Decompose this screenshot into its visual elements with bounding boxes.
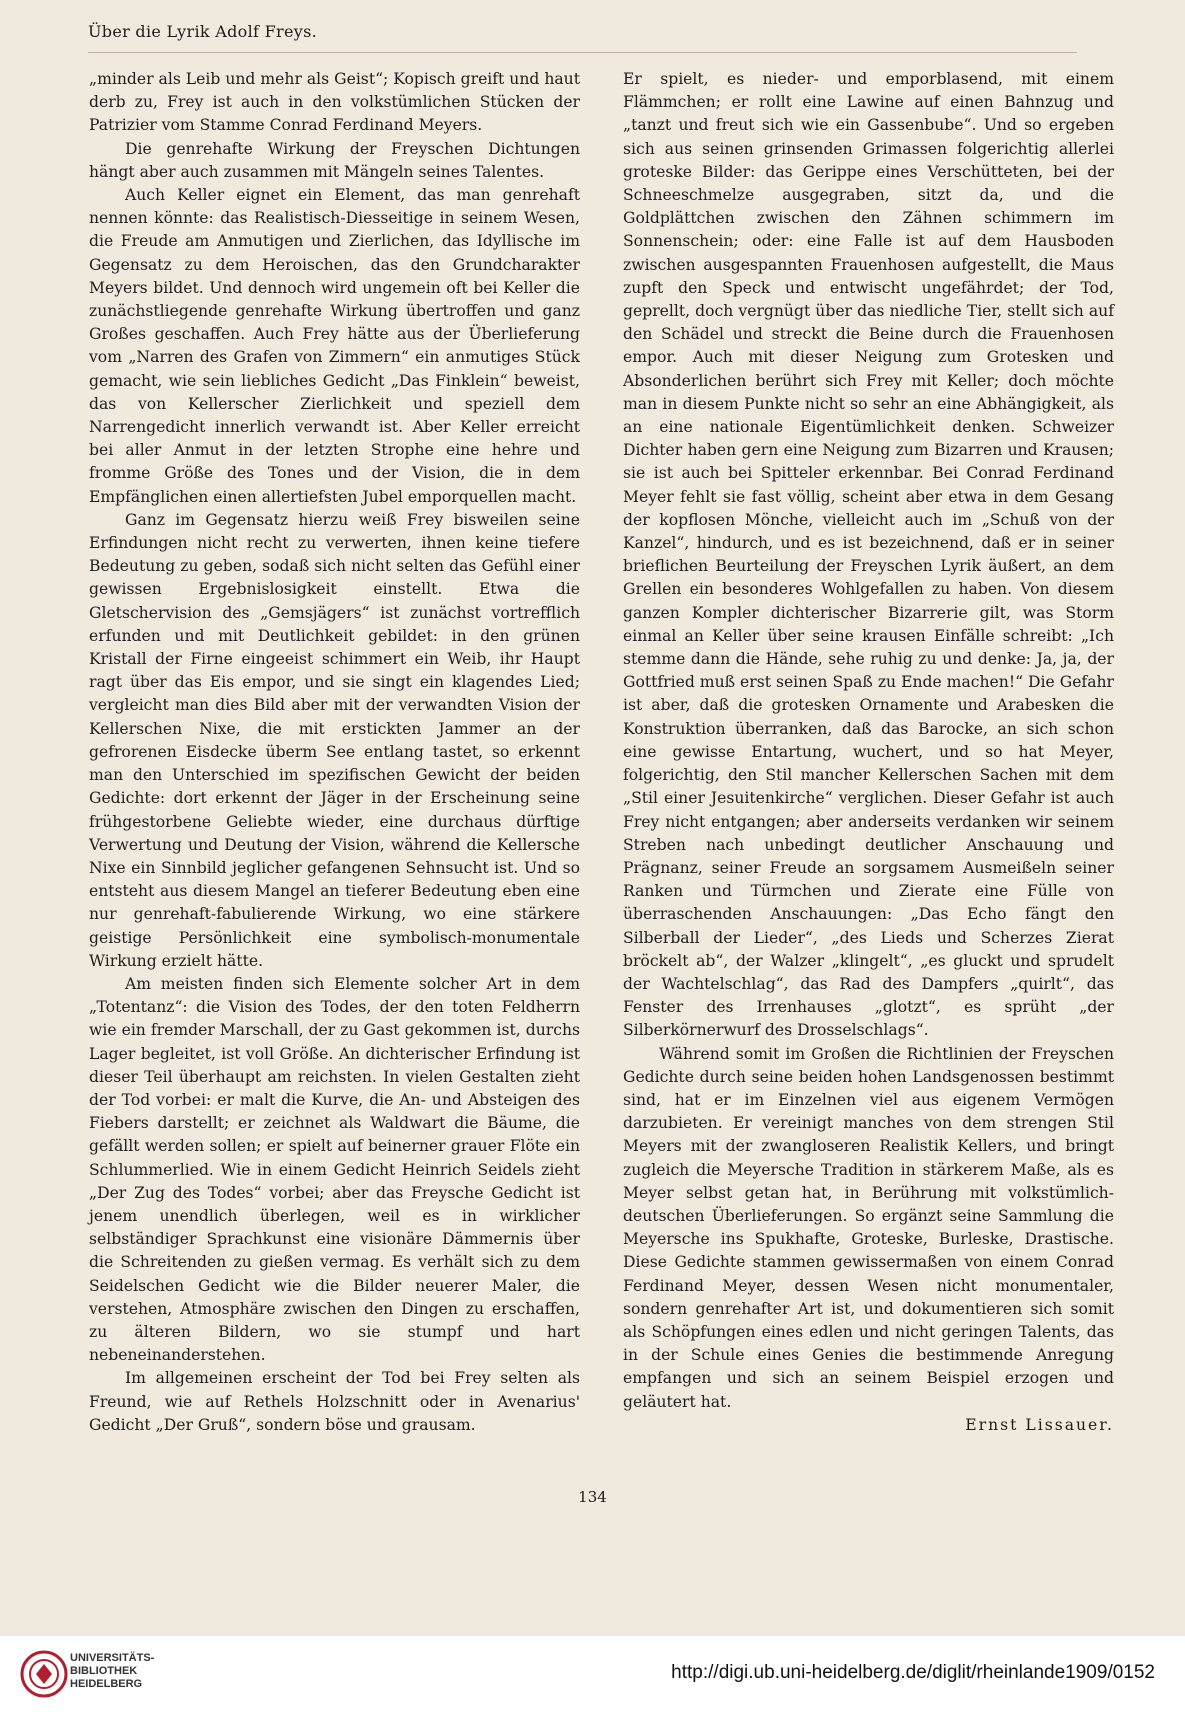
- page-number: 134: [578, 1488, 607, 1506]
- right-column: [623, 68, 1114, 1437]
- paragraph: Während somit im Großen die Richtlinien der Freyschen Gedichte durch seine beiden hohen Landsgenossen bestimmt sind, hat er im Einzelnen viel aus eigenem Vermögen darzubieten. Er vereinigt manches von dem strengen Stil Meyers mit der zwangloseren Realistik Kellers, und bringt zugleich die Meyersche Tradition in stärkerem Maße, als es Meyer selbst getan hat, in Berührung mit volkstümlich-deutschen Überlieferungen. So ergänzt seine Sammlung die Meyersche ins Spukhafte, Groteske, Burleske, Drastische. Diese Gedichte stammen gewissermaßen von einem Conrad Ferdinand Meyer, dessen Wesen nicht monumentaler, sondern genrehafter Art ist, und dokumentieren sich somit als Schöpfungen eines edlen und nicht geringen Talents, das in der Schule eines Genies die bestimmende Anregung empfangen und sich an seinem Beispiel erzogen und geläutert hat.: [623, 1044, 1114, 1411]
- paragraph: Im allgemeinen erscheint der Tod bei Frey selten als Freund, wie auf Rethels Holzschnitt oder in Avenarius' Gedicht „Der Gruß“, sondern böse und grausam.: [89, 1369, 580, 1434]
- paragraph: Die genrehafte Wirkung der Freyschen Dichtungen hängt aber auch zusammen mit Mängeln seines Talentes.: [89, 139, 580, 181]
- paragraph: Ganz im Gegensatz hierzu weiß Frey bisweilen seine Erfindungen nicht recht zu verwerten, ihnen keine tiefere Bedeutung zu geben, sodaß sich nicht selten das Gefühl einer gewissen Ergebnislosigkeit einstellt. Etwa die Gletschervision des „Gemsjägers“ ist zunächst vortrefflich erfunden und mit Deutlichkeit gebildet: in den grünen Kristall der Firne eingeeist schimmert ein Weib, ihr Haupt ragt über das Eis empor, und sie singt ein klagendes Lied; vergleicht man dies Bild aber mit der verwandten Vision der Kellerschen Nixe, die mit erstickten Jammer an der gefrorenen Eisdecke überm See entlang tastet, so erkennt man den Unterschied im spezifischen Gewicht der beiden Gedichte: dort erkennt der Jäger in der Erscheinung seine frühgestorbene Geliebte wieder, eine durchaus dürftige Verwertung und Deutung der Vision, während die Kellersche Nixe ein Sinnbild jeglicher gefangenen Sehnsucht ist. Und so entsteht aus diesem Mangel an tieferer Bedeutung eben eine nur genrehaft-fabulierende Wirkung, wo eine stärkere geistige Persönlichkeit eine symbolisch-monumentale Wirkung erzielt hätte.: [89, 510, 580, 970]
- paragraph: Am meisten finden sich Elemente solcher Art in dem „Totentanz“: die Vision des Todes, der den toten Feldherrn wie ein fremder Marschall, der zu Gast gekommen ist, durchs Lager begleitet, ist voll Größe. An dichterischer Erfindung ist dieser Teil überhaupt am reichsten. In vielen Gestalten zieht der Tod vorbei: er malt die Kurve, die An- und Absteigen des Fiebers darstellt; er zeichnet als Waldwart die Bäume, die gefällt werden sollen; er spielt auf beinerner grauer Flöte ein Schlummerlied. Wie in einem Gedicht Heinrich Seidels zieht „Der Zug des Todes“ vorbei; aber das Freysche Gedicht ist jenem unendlich überlegen, weil es in wirklicher selbständiger Sprachkunst eine visionäre Dämmernis über die Schreitenden zu gießen vermag. Es verhält sich zu dem Seidelschen Gedicht wie die Bilder neuerer Maler, die verstehen, Atmosphäre zwischen den Dingen zu erschaffen, zu älteren Bildern, wo sie stumpf und hart nebeneinanderstehen.: [89, 974, 580, 1365]
- running-title: Über die Lyrik Adolf Freys.: [88, 22, 317, 41]
- source-url[interactable]: http://digi.ub.uni-heidelberg.de/diglit/rheinlande1909/0152: [671, 1662, 1155, 1683]
- paragraph: Auch Keller eignet ein Element, das man genrehaft nennen könnte: das Realistisch-Diesseitige in seinem Wesen, die Freude am Anmutigen und Zierlichen, das Idyllische im Gegensatz zu dem Heroischen, das den Grundcharakter Meyers bildet. Und dennoch wird ungemein oft bei Keller die zunächstliegende genrehafte Wirkung übertroffen und ganz Großes geschaffen. Auch Frey hätte aus der Überlieferung vom „Narren des Grafen von Zimmern“ ein anmutiges Stück gemacht, wie sein liebliches Gedicht „Das Finklein“ beweist, das von Kellerscher Zierlichkeit und speziell dem Narrengedicht innerlich verwandt ist. Aber Keller erreicht bei aller Anmut in der letzten Strophe eine hehre und fromme Größe des Tones und der Vision, die in dem Empfänglichen einen allertiefsten Jubel emporquellen macht.: [89, 186, 580, 506]
- footer-bar: [0, 1636, 1185, 1717]
- left-column: [89, 68, 580, 1437]
- paragraph: Er spielt, es nieder- und emporblasend, mit einem Flämmchen; er rollt eine Lawine auf einen Bahnzug und „tanzt und freut sich wie ein Gassenbube“. Und so ergeben sich aus seinen grinsenden Grimassen folgerichtig allerlei groteske Bilder: das Gerippe eines Verschütteten, bei der Schneeschmelze ausgegraben, sitzt da, und die Goldplättchen zwischen den Zähnen schimmern im Sonnenschein; oder: eine Falle ist auf dem Hausboden zwischen ausgespannten Frauenhosen aufgestellt, die Maus zupft den Speck und entwischt ungefährdet; der Tod, geprellt, doch vergnügt über das niedliche Tier, stellt sich auf den Schädel und streckt die Beine durch die Frauenhosen empor. Auch mit dieser Neigung zum Grotesken und Absonderlichen berührt sich Frey mit Keller; doch möchte man in diesem Punkte nicht so sehr an eine Abhängigkeit, als an eine nationale Eigentümlichkeit denken. Schweizer Dichter haben gern eine Neigung zum Bizarren und Krausen; sie ist auch bei Spitteler erkennbar. Bei Conrad Ferdinand Meyer fehlt sie fast völlig, scheint aber etwa in dem Gesang der kopflosen Mönche, vielleicht auch im „Schuß von der Kanzel“, hindurch, und es ist bezeichnend, daß er in seiner brieflichen Beurteilung der Freyschen Lyrik äußert, an dem Grellen ein besonderes Wohlgefallen zu haben. Von diesem ganzen Kompler dichterischer Bizarrerie gilt, was Storm einmal an Keller über seine krausen Einfälle schreibt: „Ich stemme dann die Hände, sehe ruhig zu und denke: Ja, ja, der Gottfried muß erst seinen Spaß zu Ende machen!“ Die Gefahr ist aber, daß die grotesken Ornamente und Arabesken die Konstruktion überranken, daß das Barocke, an sich schon eine gewisse Entartung, wuchert, und so hat Meyer, folgerichtig, den Stil mancher Kellerschen Sachen mit dem „Stil einer Jesuitenkirche“ verglichen. Dieser Gefahr ist auch Frey nicht entgangen; aber anderseits verdanken wir seinem Streben nach unbedingt deutlicher Anschauung und Prägnanz, seiner Freude an sorgsamem Ausmeißeln seiner Ranken und Türmchen und Zierate eine Fülle von überraschenden Anschauungen: „Das Echo fängt den Silberball der Lieder“, „des Lieds und Scherzes Zierat bröckelt ab“, der Walzer „klingelt“, „es gluckt und sprudelt der Wachtelschlag“, das Rad des Dampfers „quirlt“, das Fenster des Irrenhauses „glotzt“, es sprüht „der Silberkörnerwurf des Drosselschlags“.: [623, 70, 1114, 1040]
- paragraph: „minder als Leib und mehr als Geist“; Kopisch greift und haut derb zu, Frey ist auch in den volkstümlichen Stücken der Patrizier vom Stamme Conrad Ferdinand Meyers.: [89, 70, 580, 135]
- author-signature: Ernst Lissauer.: [965, 1415, 1114, 1434]
- header-rule: [88, 52, 1077, 53]
- library-name: UNIVERSITÄTS- BIBLIOTHEK HEIDELBERG: [70, 1652, 155, 1690]
